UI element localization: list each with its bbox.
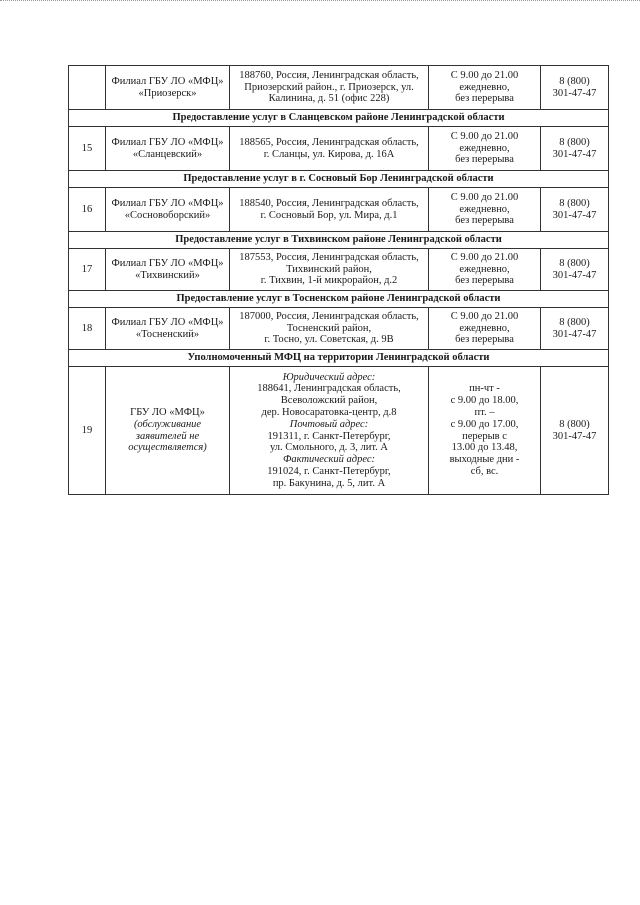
work-schedule-line: без перерыва bbox=[455, 275, 514, 287]
table-row bbox=[69, 127, 609, 171]
phone-number-line: 301-47-47 bbox=[552, 430, 597, 442]
table-row bbox=[69, 308, 609, 350]
branch-name-line: «Тихвинский» bbox=[135, 269, 200, 281]
branch-note-line: осуществляется) bbox=[128, 442, 207, 454]
work-schedule-line: ежедневно, bbox=[459, 81, 510, 93]
phone-number-line: 301-47-47 bbox=[552, 328, 597, 340]
work-schedule-line: с 9.00 до 17.00, bbox=[450, 418, 519, 430]
branch-name-line: «Приозерск» bbox=[138, 87, 197, 99]
branch-address bbox=[230, 66, 429, 110]
phone-number-line: 8 (800) bbox=[559, 418, 590, 430]
work-schedule bbox=[429, 66, 541, 110]
work-schedule-line: сб, вс. bbox=[470, 465, 499, 477]
mfc-branches-table bbox=[68, 65, 609, 495]
row-number: 19 bbox=[69, 367, 106, 495]
branch-name-line: Филиал ГБУ ЛО «МФЦ» bbox=[111, 197, 224, 209]
table-row bbox=[69, 66, 609, 110]
branch-address bbox=[230, 367, 429, 495]
row-number bbox=[69, 66, 106, 110]
branch-name-line: Филиал ГБУ ЛО «МФЦ» bbox=[111, 316, 224, 328]
phone-number-line: 301-47-47 bbox=[552, 87, 597, 99]
work-schedule-line: без перерыва bbox=[455, 215, 514, 227]
work-schedule-line: С 9.00 до 21.00 bbox=[450, 130, 519, 142]
work-schedule-line: перерыв с bbox=[462, 430, 507, 442]
branch-address-line: Всеволожский район, bbox=[280, 395, 378, 407]
phone-number bbox=[541, 66, 609, 110]
section-header-row bbox=[69, 110, 609, 127]
work-schedule-line: выходные дни - bbox=[449, 454, 520, 466]
section-header: Предоставление услуг в Тихвинском районе Ленинградской области bbox=[69, 232, 609, 249]
work-schedule bbox=[429, 308, 541, 350]
row-number: 16 bbox=[69, 188, 106, 232]
branch-note-line: заявителей не bbox=[135, 430, 200, 442]
phone-number-line: 8 (800) bbox=[559, 316, 590, 328]
branch-address-line: Тихвинский район, bbox=[286, 263, 372, 275]
section-header-row bbox=[69, 291, 609, 308]
work-schedule-line: ежедневно, bbox=[459, 322, 510, 334]
branch-name bbox=[106, 127, 230, 171]
table-body bbox=[69, 66, 609, 495]
branch-address bbox=[230, 127, 429, 171]
branch-address-line: Приозерский район., г. Приозерск, ул. bbox=[244, 81, 414, 93]
branch-address-line: 188565, Россия, Ленинградская область, bbox=[239, 136, 419, 148]
section-header-row bbox=[69, 232, 609, 249]
phone-number bbox=[541, 249, 609, 291]
phone-number bbox=[541, 308, 609, 350]
branch-address-line: Калинина, д. 51 (офис 228) bbox=[268, 93, 390, 105]
address-type-label: Фактический адрес: bbox=[282, 454, 376, 466]
branch-address-line: 188540, Россия, Ленинградская область, bbox=[239, 197, 419, 209]
section-header-row bbox=[69, 171, 609, 188]
branch-name-line: ГБУ ЛО «МФЦ» bbox=[130, 406, 205, 418]
work-schedule-line: пт. – bbox=[474, 406, 495, 418]
phone-number-line: 8 (800) bbox=[559, 75, 590, 87]
work-schedule-line: ежедневно, bbox=[459, 142, 510, 154]
phone-number-line: 301-47-47 bbox=[552, 209, 597, 221]
row-number: 18 bbox=[69, 308, 106, 350]
work-schedule-line: ежедневно, bbox=[459, 263, 510, 275]
work-schedule bbox=[429, 249, 541, 291]
branch-address bbox=[230, 308, 429, 350]
work-schedule-line: 13.00 до 13.48, bbox=[451, 442, 518, 454]
work-schedule-line: пн-чт - bbox=[469, 383, 500, 395]
work-schedule-line: С 9.00 до 21.00 bbox=[450, 191, 519, 203]
section-header-row bbox=[69, 350, 609, 367]
table-row bbox=[69, 188, 609, 232]
branch-address-line: 188760, Россия, Ленинградская область, bbox=[239, 69, 419, 81]
phone-number bbox=[541, 127, 609, 171]
section-header: Предоставление услуг в г. Сосновый Бор Ленинградской области bbox=[69, 171, 609, 188]
section-header: Уполномоченный МФЦ на территории Ленинградской области bbox=[69, 350, 609, 367]
branch-address-line: г. Сосновый Бор, ул. Мира, д.1 bbox=[260, 209, 398, 221]
phone-number-line: 8 (800) bbox=[559, 257, 590, 269]
branch-name-line: «Тосненский» bbox=[135, 328, 200, 340]
work-schedule-line: без перерыва bbox=[455, 93, 514, 105]
address-type-label: Почтовый адрес: bbox=[289, 418, 369, 430]
work-schedule-line: без перерыва bbox=[455, 334, 514, 346]
branch-note-line: (обслуживание bbox=[133, 418, 202, 430]
branch-address-line: 187553, Россия, Ленинградская область, bbox=[239, 251, 419, 263]
phone-number bbox=[541, 367, 609, 495]
branch-name bbox=[106, 66, 230, 110]
branch-name-line: «Сланцевский» bbox=[132, 148, 203, 160]
branch-address-line: 188641, Ленинградская область, bbox=[257, 383, 401, 395]
phone-number-line: 8 (800) bbox=[559, 136, 590, 148]
branch-address-line: г. Сланцы, ул. Кирова, д. 16А bbox=[263, 148, 395, 160]
branch-address bbox=[230, 249, 429, 291]
work-schedule-line: ежедневно, bbox=[459, 203, 510, 215]
row-number: 15 bbox=[69, 127, 106, 171]
work-schedule-line: С 9.00 до 21.00 bbox=[450, 69, 519, 81]
branch-address-line: г. Тихвин, 1-й микрорайон, д.2 bbox=[260, 275, 398, 287]
work-schedule-line: без перерыва bbox=[455, 154, 514, 166]
work-schedule-line: С 9.00 до 21.00 bbox=[450, 251, 519, 263]
branch-address bbox=[230, 188, 429, 232]
work-schedule-line: с 9.00 до 18.00, bbox=[450, 395, 519, 407]
branch-address-line: ул. Смольного, д. 3, лит. А bbox=[269, 442, 389, 454]
section-header: Предоставление услуг в Тосненском районе Ленинградской области bbox=[69, 291, 609, 308]
branch-address-line: Тосненский район, bbox=[286, 322, 372, 334]
phone-number-line: 301-47-47 bbox=[552, 148, 597, 160]
phone-number bbox=[541, 188, 609, 232]
branch-address-line: пр. Бакунина, д. 5, лит. А bbox=[272, 477, 386, 489]
phone-number-line: 301-47-47 bbox=[552, 269, 597, 281]
branch-name-line: Филиал ГБУ ЛО «МФЦ» bbox=[111, 75, 224, 87]
table-row bbox=[69, 367, 609, 495]
branch-name bbox=[106, 367, 230, 495]
branch-name bbox=[106, 249, 230, 291]
branch-name-line: Филиал ГБУ ЛО «МФЦ» bbox=[111, 136, 224, 148]
section-header: Предоставление услуг в Сланцевском районе Ленинградской области bbox=[69, 110, 609, 127]
branch-address-line: 191311, г. Санкт-Петербург, bbox=[267, 430, 391, 442]
page-top-edge bbox=[0, 0, 640, 4]
branch-name-line: «Сосновоборский» bbox=[124, 209, 211, 221]
branch-name bbox=[106, 308, 230, 350]
work-schedule-line: С 9.00 до 21.00 bbox=[450, 310, 519, 322]
table-row bbox=[69, 249, 609, 291]
row-number: 17 bbox=[69, 249, 106, 291]
address-type-label: Юридический адрес: bbox=[282, 371, 376, 383]
work-schedule bbox=[429, 127, 541, 171]
work-schedule bbox=[429, 367, 541, 495]
work-schedule bbox=[429, 188, 541, 232]
branch-address-line: 187000, Россия, Ленинградская область, bbox=[239, 310, 419, 322]
branch-name-line: Филиал ГБУ ЛО «МФЦ» bbox=[111, 257, 224, 269]
branch-address-line: дер. Новосаратовка-центр, д.8 bbox=[261, 406, 397, 418]
branch-name bbox=[106, 188, 230, 232]
phone-number-line: 8 (800) bbox=[559, 197, 590, 209]
branch-address-line: г. Тосно, ул. Советская, д. 9В bbox=[264, 334, 394, 346]
branch-address-line: 191024, г. Санкт-Петербург, bbox=[267, 465, 391, 477]
